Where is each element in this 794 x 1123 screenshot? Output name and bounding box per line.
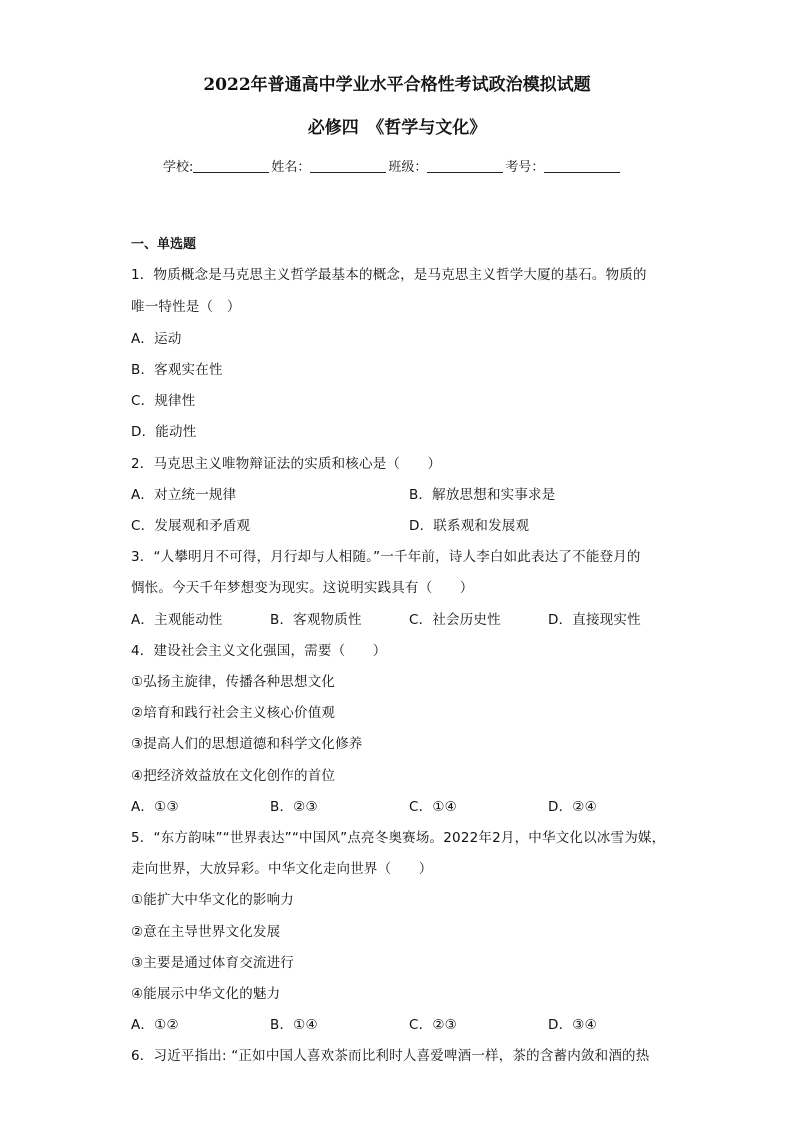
exam-number-label: 考号： xyxy=(505,160,545,175)
q3-stem-line1: 3．“人攀明月不可得，月行却与人相随。”一千年前，诗人李白如此表达了不能登月的 xyxy=(131,549,641,565)
q1-option-a: A．运动 xyxy=(131,331,182,347)
school-blank xyxy=(193,160,269,173)
q1-option-b: B．客观实在性 xyxy=(131,362,223,378)
section-heading: 一、单选题 xyxy=(131,237,197,252)
q2-stem: 2．马克思主义唯物辩证法的实质和核心是（ ） xyxy=(131,456,442,472)
class-label: 班级： xyxy=(388,160,428,175)
q5-option-d: D．③④ xyxy=(548,1017,597,1033)
q3-stem-line2: 惆怅。今天千年梦想变为现实。这说明实践具有（ ） xyxy=(131,580,474,596)
q6-stem-line1: 6．习近平指出: “正如中国人喜欢茶而比利时人喜爱啤酒一样，茶的含蓄内敛和酒的热 xyxy=(131,1048,650,1064)
q4-option-d: D．②④ xyxy=(548,799,597,815)
name-label: 姓名： xyxy=(271,160,311,175)
q5-item-2: ②意在主导世界文化发展 xyxy=(131,924,281,940)
q1-stem-line1: 1．物质概念是马克思主义哲学最基本的概念，是马克思主义哲学大厦的基石。物质的 xyxy=(131,267,647,283)
q2-option-d: D．联系观和发展观 xyxy=(409,518,530,534)
q5-stem-line2: 走向世界，大放异彩。中华文化走向世界（ ） xyxy=(131,861,433,877)
q1-option-c: C．规律性 xyxy=(131,393,196,409)
school-label: 学校: xyxy=(163,160,194,175)
q4-option-b: B．②③ xyxy=(270,799,318,815)
q5-item-1: ①能扩大中华文化的影响力 xyxy=(131,892,295,908)
q2-option-a: A．对立统一规律 xyxy=(131,487,237,503)
name-blank xyxy=(310,160,386,173)
q4-stem: 4．建设社会主义文化强国，需要（ ） xyxy=(131,643,387,659)
q4-item-2: ②培育和践行社会主义核心价值观 xyxy=(131,705,336,721)
q5-option-b: B．①④ xyxy=(270,1017,318,1033)
q4-item-4: ④把经济效益放在文化创作的首位 xyxy=(131,768,336,784)
exam-number-blank xyxy=(544,160,620,173)
q3-option-d: D．直接现实性 xyxy=(548,612,641,628)
q4-option-c: C．①④ xyxy=(409,799,457,815)
q5-item-3: ③主要是通过体育交流进行 xyxy=(131,955,295,971)
student-info-row xyxy=(163,156,622,175)
q5-item-4: ④能展示中华文化的魅力 xyxy=(131,986,281,1002)
q3-option-c: C．社会历史性 xyxy=(409,612,501,628)
q3-option-a: A．主观能动性 xyxy=(131,612,223,628)
page-subtitle: 必修四 《哲学与文化》 xyxy=(307,118,487,138)
q3-option-b: B．客观物质性 xyxy=(270,612,362,628)
q4-item-3: ③提高人们的思想道德和科学文化修养 xyxy=(131,736,363,752)
q5-option-a: A．①② xyxy=(131,1017,179,1033)
q5-option-c: C．②③ xyxy=(409,1017,457,1033)
q2-option-c: C．发展观和矛盾观 xyxy=(131,518,251,534)
q2-option-b: B．解放思想和实事求是 xyxy=(409,487,556,503)
q4-option-a: A．①③ xyxy=(131,799,179,815)
q1-option-d: D．能动性 xyxy=(131,424,197,440)
page-title: 2022年普通高中学业水平合格性考试政治模拟试题 xyxy=(203,75,591,95)
class-blank xyxy=(427,160,503,173)
q5-stem-line1: 5．“东方韵味”“世界表达”“中国风”点亮冬奥赛场。2022年2月，中华文化以冰雪为媒， xyxy=(131,830,666,846)
q4-item-1: ①弘扬主旋律，传播各种思想文化 xyxy=(131,674,336,690)
q1-stem-line2: 唯一特性是（ ） xyxy=(131,299,241,315)
